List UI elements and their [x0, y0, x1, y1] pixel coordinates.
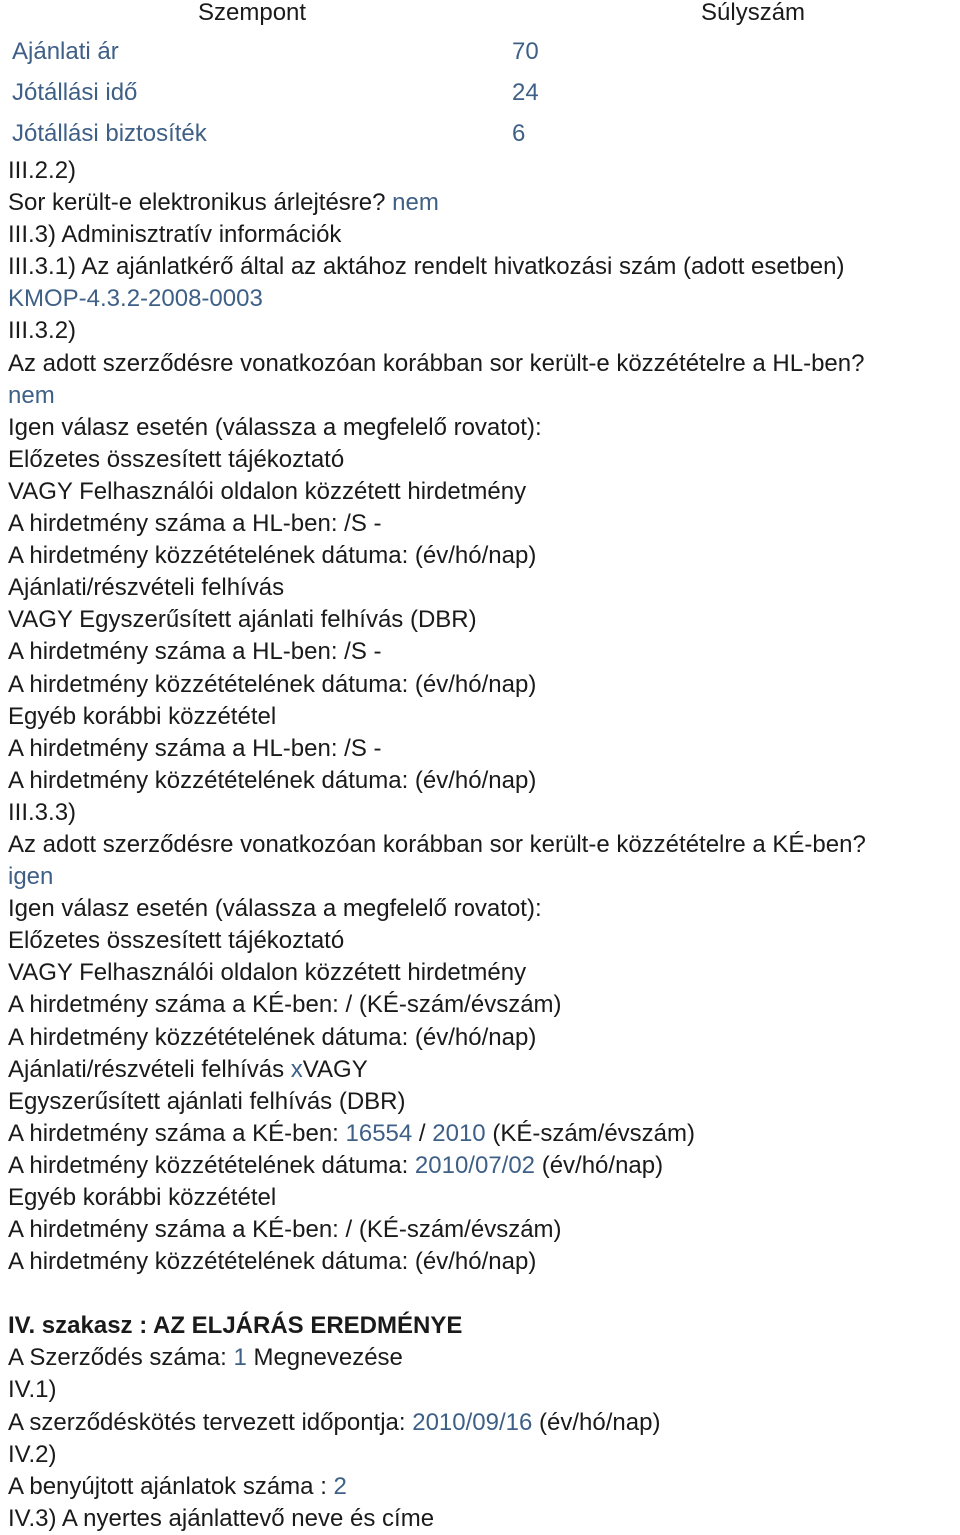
criterion-weight: 24 [512, 79, 539, 106]
criterion-name: Jótállási idő [12, 79, 138, 106]
notice-date-line: A hirdetmény közzétételének dátuma: (év/hó/nap) [8, 670, 537, 698]
notice-number-format: (KÉ-szám/évszám) [485, 1119, 696, 1147]
section-number: IV.1) [8, 1376, 57, 1404]
section-number: III.3.3) [8, 798, 77, 826]
hl-question: Az adott szerződésre vonatkozóan korábban sor került-e közzétételre a HL-ben? [8, 349, 865, 377]
notice-date-label: A hirdetmény közzétételének dátuma: [8, 1151, 415, 1179]
notice-number-line: A hirdetmény száma a KÉ-ben: / (KÉ-szám/évszám) [8, 991, 562, 1019]
notice-number-line: A hirdetmény száma a HL-ben: /S - [8, 734, 382, 762]
option-text: Ajánlati/részvételi felhívás [8, 574, 285, 602]
winner-heading: IV.3) A nyertes ajánlattevő neve és címe [8, 1504, 435, 1532]
notice-date-line: A hirdetmény közzétételének dátuma: (év/hó/nap) [8, 1023, 537, 1051]
notice-number-line: A hirdetmény száma a HL-ben: /S - [8, 638, 382, 666]
notice-date-value: 2010/07/02 [414, 1151, 536, 1179]
criterion-weight: 6 [512, 120, 526, 147]
criterion-weight: 70 [512, 38, 539, 65]
notice-date-line: A hirdetmény közzétételének dátuma: (év/hó/nap) [8, 542, 537, 570]
selection-mark: x [290, 1055, 303, 1083]
notice-date-line [8, 1150, 958, 1182]
notice-year-value: 2010 [432, 1119, 486, 1147]
option-text: Egyéb korábbi közzététel [8, 702, 277, 730]
notice-date-line: A hirdetmény közzétételének dátuma: (év/hó/nap) [8, 766, 537, 794]
section-number: III.2.2) [8, 157, 77, 184]
question-label: Sor került-e elektronikus árlejtésre? [8, 189, 393, 217]
notice-number-line [8, 1118, 958, 1150]
contract-date-line [8, 1407, 958, 1439]
option-text: Egyszerűsített ajánlati felhívás (DBR) [8, 1087, 406, 1115]
notice-number-separator: / [412, 1119, 433, 1147]
option-text: Egyéb korábbi közzététel [8, 1184, 277, 1211]
notice-date-line: A hirdetmény közzétételének dátuma: (év/hó/nap) [8, 1248, 537, 1276]
ke-answer: igen [8, 863, 54, 891]
auction-question [8, 187, 958, 219]
contract-number-value: 1 [233, 1344, 247, 1372]
option-text: VAGY Felhasználói oldalon közzétett hirdetmény [8, 477, 527, 505]
offers-count-line [8, 1471, 958, 1503]
section-title: IV. szakasz : AZ ELJÁRÁS EREDMÉNYE [8, 1312, 463, 1340]
header-weight: Súlyszám [701, 0, 806, 26]
notice-number-line: A hirdetmény száma a HL-ben: /S - [8, 510, 382, 538]
hl-answer: nem [8, 381, 55, 409]
contract-number-label: A Szerződés száma: [8, 1344, 234, 1372]
instruction-text: Igen válasz esetén (válassza a megfelelő rovatot): [8, 895, 542, 923]
notice-date-format: (év/hó/nap) [535, 1151, 664, 1179]
option-text: VAGY Egyszerűsített ajánlati felhívás (DBR) [8, 606, 477, 634]
option-text: VAGY Felhasználói oldalon közzétett hirdetmény [8, 959, 527, 987]
offers-count-value: 2 [333, 1472, 347, 1500]
notice-number-line: A hirdetmény száma a KÉ-ben: / (KÉ-szám/évszám) [8, 1216, 562, 1244]
reference-number: KMOP-4.3.2-2008-0003 [8, 285, 263, 313]
option-label: Ajánlati/részvételi felhívás [8, 1055, 291, 1083]
contract-date-format: (év/hó/nap) [532, 1408, 661, 1436]
notice-number-label: A hirdetmény száma a KÉ-ben: [8, 1119, 346, 1147]
section-number: IV.2) [8, 1440, 57, 1468]
contract-date-value: 2010/09/16 [412, 1408, 533, 1436]
contract-number-line [8, 1342, 958, 1374]
document-body [8, 155, 958, 1535]
header-criterion: Szempont [198, 0, 307, 26]
option-text: Előzetes összesített tájékoztató [8, 445, 345, 473]
contract-name-label: Megnevezése [246, 1344, 403, 1372]
instruction-text: Igen válasz esetén (válassza a megfelelő rovatot): [8, 413, 542, 441]
criterion-name: Ajánlati ár [12, 38, 119, 65]
section-heading: III.3) Adminisztratív információk [8, 221, 342, 249]
ke-question: Az adott szerződésre vonatkozóan korábban sor került-e közzétételre a KÉ-ben? [8, 830, 866, 858]
auction-answer: nem [392, 189, 439, 217]
selected-option [8, 1054, 958, 1086]
reference-label: III.3.1) Az ajánlatkérő által az aktához rendelt hivatkozási szám (adott esetben) [8, 253, 845, 281]
section-number: III.3.2) [8, 317, 77, 345]
contract-date-label: A szerződéskötés tervezett időpontja: [8, 1408, 413, 1436]
criterion-name: Jótállási biztosíték [12, 120, 207, 147]
offers-count-label: A benyújtott ajánlatok száma : [8, 1472, 334, 1500]
option-text: Előzetes összesített tájékoztató [8, 927, 345, 955]
option-connector: VAGY [302, 1055, 368, 1083]
notice-number-value: 16554 [345, 1119, 413, 1147]
